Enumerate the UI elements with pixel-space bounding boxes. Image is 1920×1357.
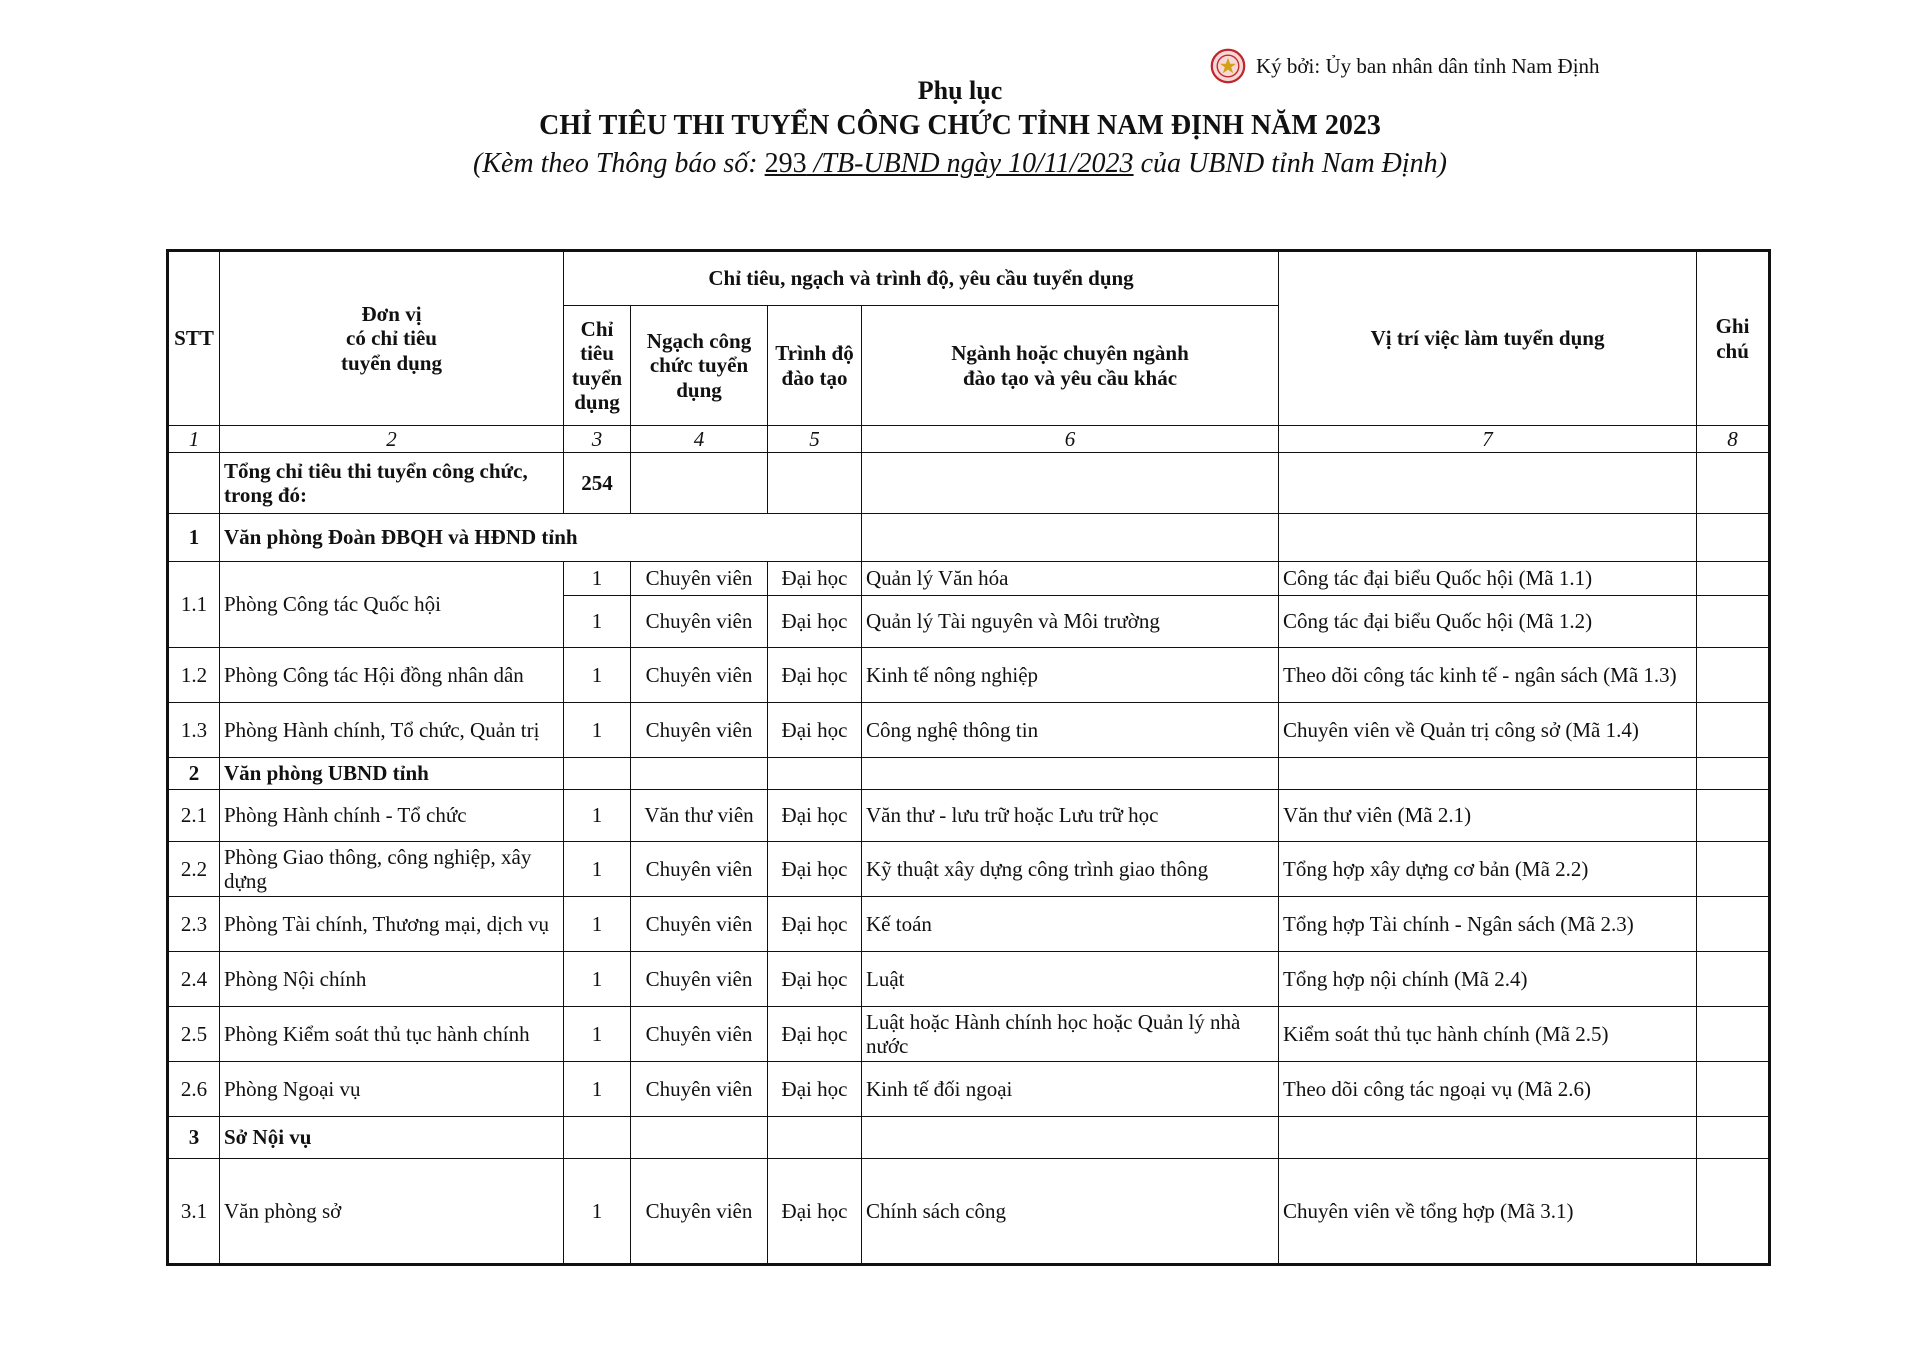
quota-value: 1 xyxy=(564,562,631,596)
civil-servant-rank: Chuyên viên xyxy=(631,1062,768,1117)
section-row xyxy=(168,758,1770,790)
unit-name: Phòng Tài chính, Thương mại, dịch vụ xyxy=(220,897,564,952)
header-note-text: Ghi chú xyxy=(1715,314,1750,363)
empty-cell xyxy=(631,758,768,790)
job-position: Chuyên viên về Quản trị công sở (Mã 1.4) xyxy=(1279,703,1697,758)
header-rank-text: Ngạch công chức tuyển dụng xyxy=(646,329,752,402)
job-position: Theo dõi công tác kinh tế - ngân sách (Mã 1.3) xyxy=(1279,648,1697,703)
header-unit xyxy=(220,251,564,426)
row-number: 1.1 xyxy=(168,562,220,648)
row-number: 2.1 xyxy=(168,790,220,842)
job-position: Tổng hợp nội chính (Mã 2.4) xyxy=(1279,952,1697,1007)
empty-cell xyxy=(862,758,1279,790)
quota-value: 1 xyxy=(564,952,631,1007)
quota-value: 1 xyxy=(564,1007,631,1062)
civil-servant-rank: Chuyên viên xyxy=(631,562,768,596)
civil-servant-rank: Văn thư viên xyxy=(631,790,768,842)
quota-value: 1 xyxy=(564,897,631,952)
note-cell xyxy=(1697,952,1770,1007)
row-number: 1.3 xyxy=(168,703,220,758)
civil-servant-rank: Chuyên viên xyxy=(631,596,768,648)
table-row xyxy=(168,790,1770,842)
header-note xyxy=(1697,251,1770,426)
major-requirement: Kinh tế nông nghiệp xyxy=(862,648,1279,703)
total-row xyxy=(168,453,1770,514)
recruitment-quota-table xyxy=(166,249,1771,1266)
index-cell: 1 xyxy=(168,426,220,453)
signature-text: Ký bởi: Ủy ban nhân dân tỉnh Nam Định xyxy=(1256,53,1600,78)
empty-cell xyxy=(862,514,1279,562)
unit-name: Văn phòng sở xyxy=(220,1159,564,1265)
table-row xyxy=(168,1159,1770,1265)
unit-name: Phòng Kiểm soát thủ tục hành chính xyxy=(220,1007,564,1062)
unit-name: Phòng Hành chính, Tổ chức, Quản trị xyxy=(220,703,564,758)
empty-cell xyxy=(1279,758,1697,790)
index-cell: 4 xyxy=(631,426,768,453)
quota-value: 1 xyxy=(564,790,631,842)
education-level: Đại học xyxy=(768,1062,862,1117)
table-row xyxy=(168,1062,1770,1117)
row-number: 1.2 xyxy=(168,648,220,703)
quota-value: 1 xyxy=(564,596,631,648)
header-level-text: Trình độ đào tạo xyxy=(775,341,854,390)
major-requirement: Chính sách công xyxy=(862,1159,1279,1265)
row-number: 2.5 xyxy=(168,1007,220,1062)
row-number: 2.3 xyxy=(168,897,220,952)
section-row xyxy=(168,514,1770,562)
unit-name: Phòng Công tác Quốc hội xyxy=(220,562,564,648)
education-level: Đại học xyxy=(768,562,862,596)
header-quota-text: Chỉ tiêu tuyển dụng xyxy=(571,317,623,414)
quota-value: 1 xyxy=(564,842,631,897)
job-position: Công tác đại biểu Quốc hội (Mã 1.2) xyxy=(1279,596,1697,648)
note-cell xyxy=(1697,596,1770,648)
job-position: Kiểm soát thủ tục hành chính (Mã 2.5) xyxy=(1279,1007,1697,1062)
job-position: Văn thư viên (Mã 2.1) xyxy=(1279,790,1697,842)
quota-value: 1 xyxy=(564,648,631,703)
section-number: 2 xyxy=(168,758,220,790)
page-subtitle xyxy=(0,148,1920,180)
unit-name: Phòng Công tác Hội đồng nhân dân xyxy=(220,648,564,703)
appendix-label: Phụ lục xyxy=(917,76,1003,105)
header-position: Vị trí việc làm tuyển dụng xyxy=(1279,251,1697,426)
education-level: Đại học xyxy=(768,648,862,703)
column-index-row xyxy=(168,426,1770,453)
empty-cell xyxy=(768,1117,862,1159)
empty-cell xyxy=(631,1117,768,1159)
civil-servant-rank: Chuyên viên xyxy=(631,842,768,897)
header-unit-text: Đơn vị có chỉ tiêu tuyển dụng xyxy=(341,302,442,375)
empty-cell xyxy=(862,1117,1279,1159)
job-position: Tổng hợp Tài chính - Ngân sách (Mã 2.3) xyxy=(1279,897,1697,952)
major-requirement: Kinh tế đối ngoại xyxy=(862,1062,1279,1117)
civil-servant-rank: Chuyên viên xyxy=(631,1007,768,1062)
empty-cell xyxy=(1697,514,1770,562)
education-level: Đại học xyxy=(768,596,862,648)
major-requirement: Kỹ thuật xây dựng công trình giao thông xyxy=(862,842,1279,897)
note-cell xyxy=(1697,1062,1770,1117)
quota-value: 1 xyxy=(564,703,631,758)
civil-servant-rank: Chuyên viên xyxy=(631,897,768,952)
major-requirement: Kế toán xyxy=(862,897,1279,952)
note-cell xyxy=(1697,703,1770,758)
header-quota xyxy=(564,306,631,426)
note-cell xyxy=(1697,842,1770,897)
table-row xyxy=(168,1007,1770,1062)
table-row xyxy=(168,703,1770,758)
major-requirement: Văn thư - lưu trữ hoặc Lưu trữ học xyxy=(862,790,1279,842)
education-level: Đại học xyxy=(768,1159,862,1265)
note-cell xyxy=(1697,1159,1770,1265)
civil-servant-rank: Chuyên viên xyxy=(631,1159,768,1265)
major-requirement: Quản lý Tài nguyên và Môi trường xyxy=(862,596,1279,648)
header-rank xyxy=(631,306,768,426)
index-cell: 6 xyxy=(862,426,1279,453)
table-row xyxy=(168,562,1770,596)
note-cell xyxy=(1697,790,1770,842)
header-group: Chỉ tiêu, ngạch và trình độ, yêu cầu tuyển dụng xyxy=(564,251,1279,306)
section-number: 1 xyxy=(168,514,220,562)
section-name: Sở Nội vụ xyxy=(220,1117,564,1159)
note-cell xyxy=(1697,562,1770,596)
major-requirement: Luật hoặc Hành chính học hoặc Quản lý nhà nước xyxy=(862,1007,1279,1062)
empty-cell xyxy=(564,1117,631,1159)
section-number: 3 xyxy=(168,1117,220,1159)
empty-cell xyxy=(1697,1117,1770,1159)
major-requirement: Quản lý Văn hóa xyxy=(862,562,1279,596)
education-level: Đại học xyxy=(768,790,862,842)
header-major-text: Ngành hoặc chuyên ngành đào tạo và yêu cầu khác xyxy=(951,341,1189,390)
total-value: 254 xyxy=(564,453,631,514)
note-cell xyxy=(1697,1007,1770,1062)
quota-value: 1 xyxy=(564,1159,631,1265)
table-row xyxy=(168,952,1770,1007)
major-requirement: Luật xyxy=(862,952,1279,1007)
subtitle-prefix: (Kèm theo Thông báo số: xyxy=(472,148,765,179)
empty-cell xyxy=(768,758,862,790)
header-stt: STT xyxy=(168,251,220,426)
job-position: Theo dõi công tác ngoại vụ (Mã 2.6) xyxy=(1279,1062,1697,1117)
row-number: 2.6 xyxy=(168,1062,220,1117)
empty-cell xyxy=(1697,758,1770,790)
job-position: Chuyên viên về tổng hợp (Mã 3.1) xyxy=(1279,1159,1697,1265)
page-title: CHỈ TIÊU THI TUYỂN CÔNG CHỨC TỈNH NAM ĐỊNH NĂM 2023 xyxy=(539,110,1381,141)
note-cell xyxy=(1697,897,1770,952)
table-row xyxy=(168,842,1770,897)
row-number: 2.4 xyxy=(168,952,220,1007)
quota-value: 1 xyxy=(564,1062,631,1117)
civil-servant-rank: Chuyên viên xyxy=(631,703,768,758)
job-position: Công tác đại biểu Quốc hội (Mã 1.1) xyxy=(1279,562,1697,596)
section-name: Văn phòng UBND tỉnh xyxy=(220,758,564,790)
education-level: Đại học xyxy=(768,703,862,758)
section-row xyxy=(168,1117,1770,1159)
subtitle-suffix: của UBND tỉnh Nam Định) xyxy=(1133,148,1447,179)
table-row xyxy=(168,897,1770,952)
unit-name: Phòng Nội chính xyxy=(220,952,564,1007)
empty-cell xyxy=(1279,1117,1697,1159)
civil-servant-rank: Chuyên viên xyxy=(631,952,768,1007)
total-label: Tổng chỉ tiêu thi tuyển công chức, trong đó: xyxy=(220,453,564,514)
civil-servant-rank: Chuyên viên xyxy=(631,648,768,703)
empty-cell xyxy=(1279,514,1697,562)
unit-name: Phòng Ngoại vụ xyxy=(220,1062,564,1117)
unit-name: Phòng Hành chính - Tổ chức xyxy=(220,790,564,842)
table-row xyxy=(168,648,1770,703)
index-cell: 2 xyxy=(220,426,564,453)
unit-name: Phòng Giao thông, công nghiệp, xây dựng xyxy=(220,842,564,897)
index-cell: 3 xyxy=(564,426,631,453)
header-major xyxy=(862,306,1279,426)
index-cell: 5 xyxy=(768,426,862,453)
note-cell xyxy=(1697,648,1770,703)
section-name: Văn phòng Đoàn ĐBQH và HĐND tỉnh xyxy=(220,514,862,562)
education-level: Đại học xyxy=(768,842,862,897)
announcement-date: /TB-UBND ngày 10/11/2023 xyxy=(806,148,1134,179)
job-position: Tổng hợp xây dựng cơ bản (Mã 2.2) xyxy=(1279,842,1697,897)
row-number: 2.2 xyxy=(168,842,220,897)
index-cell: 7 xyxy=(1279,426,1697,453)
row-number: 3.1 xyxy=(168,1159,220,1265)
education-level: Đại học xyxy=(768,952,862,1007)
empty-cell xyxy=(564,758,631,790)
header-level xyxy=(768,306,862,426)
education-level: Đại học xyxy=(768,897,862,952)
announcement-number: 293 xyxy=(764,148,807,179)
index-cell: 8 xyxy=(1697,426,1770,453)
education-level: Đại học xyxy=(768,1007,862,1062)
major-requirement: Công nghệ thông tin xyxy=(862,703,1279,758)
